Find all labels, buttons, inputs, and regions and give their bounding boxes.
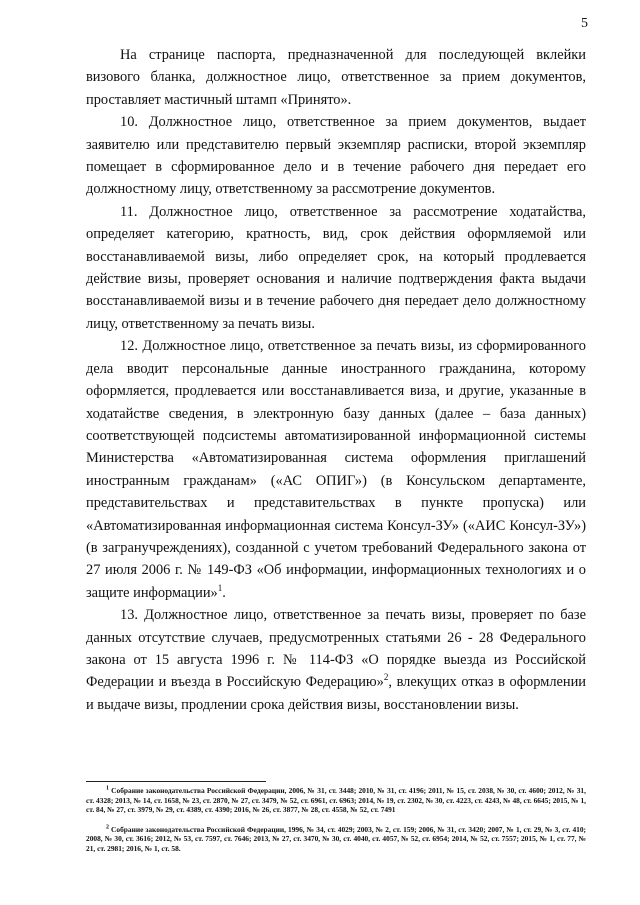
paragraph-11: 11. Должностное лицо, ответственное за рассмотрение ходатайства, определяет категорию, кратность, вид, срок действия оформляемой или восстанавливаемой визы, либо определяет срок, на который продлевается действие визы, проверяет основания и наличие подтверждения факта выдачи восстанавливаемой визы и в течение рабочего дня передает дело должностному лицу, ответственному за печать визы. bbox=[86, 203, 586, 332]
document-body bbox=[86, 44, 586, 716]
footnote-1 bbox=[86, 786, 586, 815]
footnotes bbox=[86, 786, 586, 864]
footnote-2-number: 2 bbox=[106, 824, 109, 831]
paragraph-stamp: На странице паспорта, предназначенной для последующей вклейки визового бланка, должностное лицо, ответственное за прием документов, проставляет мастичный штамп «Принято». bbox=[86, 47, 586, 108]
paragraph-13-end: , влекущих отказ в оформлении и выдаче визы, продлении срока действия визы, восстановлении визы. bbox=[86, 674, 586, 713]
paragraph-12 bbox=[86, 335, 586, 604]
paragraph-13-text: 13. Должностное лицо, ответственное за печать визы, проверяет по базе данных отсутствие случаев, предусмотренных статьями 26 - 28 Федерального закона от 15 августа 1996 г. № 114-ФЗ «О порядке выезда из Российской Федерации и въезда в Российскую Федерацию» bbox=[86, 607, 586, 691]
footnote-ref-1: 1 bbox=[217, 582, 223, 593]
footnote-1-number: 1 bbox=[106, 785, 109, 792]
paragraph-12-text: 12. Должностное лицо, ответственное за печать визы, из сформированного дела вводит персональные данные иностранного гражданина, которому оформляется, продлевается или восстанавливается виза, и другие, указанные в ходатайстве сведения, в электронную базу данных (далее – база данных) соответствующей подсистемы автоматизированной информационной системы Министерства «Автоматизированная система оформления приглашений иностранным гражданам» («АС ОПИГ») (в Консульском департаменте, представительствах и представительствах в пункте пропуска) или «Автоматизированная информационная система Консул-ЗУ» («АИС Консул-ЗУ») (в загранучреждениях), созданной с учетом требований Федерального закона от 27 июля 2006 г. № 149-ФЗ «Об информации, информационных технологиях и о защите информации» bbox=[86, 338, 586, 601]
paragraph-10: 10. Должностное лицо, ответственное за прием документов, выдает заявителю или представителю первый экземпляр расписки, второй экземпляр помещает в сформированное дело и в течение рабочего дня передает его должностному лицу, ответственному за рассмотрение документов. bbox=[86, 114, 586, 198]
footnote-1-text: Собрание законодательства Российской Федерации, 2006, № 31, ст. 3448; 2010, № 31, ст. 4196; 2011, № 15, ст. 2038, № 30, ст. 4600; 2012, № 31, ст. 4328; 2013, № 14, ст. 1658, № 23, ст. 2870, № 27, ст. 3479, № 52, ст. 6961, ст. 6963; 2014, № 19, ст. 2302, № 30, ст. 4223, ст. 4243, № 48, ст. 6645; 2015, № 1, ст. 84, № 27, ст. 3979, № 29, ст. 4389, ст. 4390; 2016, № 26, ст. 3877, № 28, ст. 4558, № 52, ст. 7491 bbox=[86, 786, 586, 815]
footnote-ref-2: 2 bbox=[383, 672, 389, 683]
footnote-2 bbox=[86, 825, 586, 854]
paragraph-12-end: . bbox=[222, 584, 226, 601]
footnote-separator bbox=[86, 781, 266, 782]
footnote-2-text: Собрание законодательства Российской Федерации, 1996, № 34, ст. 4029; 2003, № 2, ст. 159; 2006, № 31, ст. 3420; 2007, № 1, ст. 29, № 3, ст. 410; 2008, № 30, ст. 3616; 2012, № 53, ст. 7597, ст. 7646; 2013, № 27, ст. 3470, № 30, ст. 4040, ст. 4057, № 52, ст. 6954; 2014, № 52, ст. 7557; 2015, № 1, ст. 77, № 21, ст. 2981; 2016, № 1, ст. 58. bbox=[86, 824, 586, 853]
page-number: 5 bbox=[581, 16, 588, 31]
paragraph-13 bbox=[86, 604, 586, 716]
